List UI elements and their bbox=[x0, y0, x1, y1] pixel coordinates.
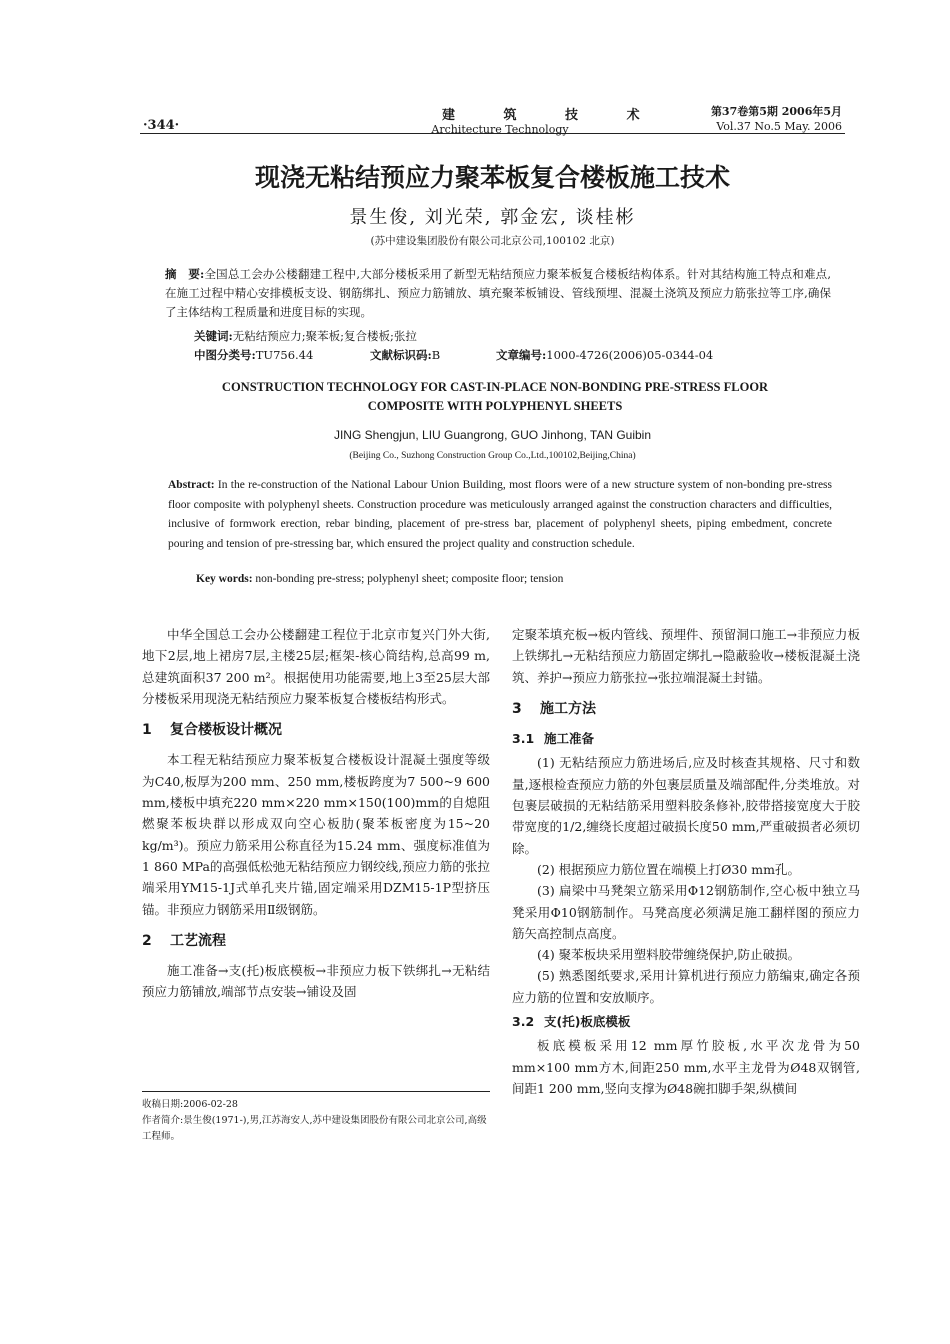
journal-name-en: Architecture Technology bbox=[431, 123, 569, 136]
affiliation-cn: (苏中建设集团股份有限公司北京公司,100102 北京) bbox=[370, 235, 615, 247]
paper-title-en bbox=[150, 378, 840, 416]
keywords-en-label: Key words: bbox=[196, 573, 253, 585]
section-2-paragraph-start: 施工准备→支(托)板底模板→非预应力板下铁绑扎→无粘结预应力筋铺放,端部节点安装→铺设及固 bbox=[142, 963, 490, 1000]
clc-number: 中图分类号:TU756.44 bbox=[194, 348, 314, 362]
paper-title-en-line1: CONSTRUCTION TECHNOLOGY FOR CAST-IN-PLACE NON-BONDING PRE-STRESS FLOOR bbox=[221, 380, 769, 394]
keywords-en bbox=[196, 573, 563, 585]
keywords-cn-text: 无粘结预应力;聚苯板;复合楼板;张拉 bbox=[232, 329, 417, 343]
footnote-received: 收稿日期:2006-02-28 bbox=[142, 1099, 238, 1110]
abstract-cn-text: 全国总工会办公楼翻建工程中,大部分楼板采用了新型无粘结预应力聚苯板复合楼板结构体系。针对其结构施工特点和难点,在施工过程中精心安排模板支设、钢筋绑扎、预应力筋铺放、填充聚苯板铺设、管线预埋、混凝土浇筑及预应力筋张拉等工序,确保了主体结构工程质量和进度目标的实现。 bbox=[165, 267, 831, 319]
section-3-2-paragraph: 板底模板采用12 mm厚竹胶板,水平次龙骨为50 mm×100 mm方木,间距250 mm,水平主龙骨为Ø48双钢管,间距1 200 mm,竖向支撑为Ø48碗扣脚手架,纵横间 bbox=[512, 1038, 860, 1096]
journal-name bbox=[420, 104, 662, 136]
section-3-1-item-2: (2) 根据预应力筋位置在端模上打Ø30 mm孔。 bbox=[537, 861, 801, 877]
article-number: 文章编号:1000-4726(2006)05-0344-04 bbox=[496, 348, 714, 362]
volume-en: Vol.37 No.5 May. 2006 bbox=[716, 120, 842, 133]
affiliation-en: (Beijing Co., Suzhong Construction Group Co.,Ltd.,100102,Beijing,China) bbox=[349, 451, 636, 461]
section-3-2-heading: 3.2 支(托)板底模板 bbox=[512, 1014, 631, 1030]
section-2-paragraph-end: 定聚苯填充板→板内管线、预埋件、预留洞口施工→非预应力板上铁绑扎→无粘结预应力筋固定绑扎→隐蔽验收→楼板混凝土浇筑、养护→预应力筋张拉→张拉端混凝土封锚。 bbox=[512, 627, 860, 685]
keywords-cn-label: 关键词: bbox=[194, 329, 233, 343]
footnote-rule bbox=[142, 1091, 490, 1092]
keywords-cn bbox=[194, 328, 417, 344]
intro-paragraph: 中华全国总工会办公楼翻建工程位于北京市复兴门外大街,地下2层,地上裙房7层,主楼25层;框架-核心筒结构,总高99 m,总建筑面积37 200 m²。根据使用功能需要,地上3至25层大部分楼板采用现浇无粘结预应力聚苯板复合楼板结构形式。 bbox=[142, 627, 490, 706]
section-3-1-item-4: (4) 聚苯板块采用塑料胶带缠绕保护,防止破损。 bbox=[537, 947, 801, 963]
section-1-heading: 1 复合楼板设计概况 bbox=[142, 722, 282, 739]
footnote bbox=[142, 1097, 492, 1145]
authors-cn: 景生俊, 刘光荣, 郭金宏, 谈桂彬 bbox=[349, 207, 636, 228]
footnote-author: 作者简介:景生俊(1971-),男,江苏海安人,苏中建设集团股份有限公司北京公司,高级工程师。 bbox=[142, 1115, 487, 1142]
body-column-right bbox=[512, 624, 860, 1099]
authors-en: JING Shengjun, LIU Guangrong, GUO Jinhong, TAN Guibin bbox=[333, 428, 652, 442]
section-3-heading: 3 施工方法 bbox=[512, 700, 596, 717]
journal-name-cn: 建 筑 技 术 bbox=[442, 108, 662, 123]
section-2-heading: 2 工艺流程 bbox=[142, 932, 226, 949]
section-3-1-item-3: (3) 扁梁中马凳架立筋采用Φ12钢筋制作,空心板中独立马凳采用Φ10钢筋制作。马凳高度必须满足施工翻样图的预应力筋矢高控制点高度。 bbox=[512, 883, 860, 941]
abstract-cn-label: 摘 要: bbox=[165, 267, 205, 281]
volume-info bbox=[711, 104, 842, 134]
abstract-en-label: Abstract: bbox=[168, 479, 215, 491]
doc-code: 文献标识码:B bbox=[370, 348, 441, 362]
header-rule bbox=[140, 133, 845, 134]
abstract-cn bbox=[165, 265, 831, 322]
abstract-en-text: In the re-construction of the National Labour Union Building, most floors were of a new structure system of non-bonding pre-stress floor composite with polyphenyl sheets. Construction procedure was meticulously arranged against the construction characters and difficulties, inclusive of formwork erection, rebar binding, placement of pre-stress bar, placement of polyphenyl sheets, piping embedment, concrete pouring and tension of pre-stressing bar, which ensured the project quality and construction schedule. bbox=[168, 479, 832, 551]
section-3-1-heading: 3.1 施工准备 bbox=[512, 731, 595, 747]
keywords-en-text: non-bonding pre-stress; polyphenyl sheet; composite floor; tension bbox=[252, 573, 564, 585]
body-column-left bbox=[142, 624, 490, 1003]
section-3-1-item-1: (1) 无粘结预应力筋进场后,应及时核查其规格、尺寸和数量,逐根检查预应力筋的外包裹层质量及端部配件,分类堆放。对包裹层破损的无粘结筋采用塑料胶条修补,胶带搭接宽度大于胶带宽度的1/2,缠绕长度超过破损长度50 mm,严重破损者必须切除。 bbox=[512, 755, 860, 856]
section-3-1-item-5: (5) 熟悉图纸要求,采用计算机进行预应力筋编束,确定各预应力筋的位置和安放顺序。 bbox=[512, 968, 860, 1005]
paper-title-en-line2: COMPOSITE WITH POLYPHENYL SHEETS bbox=[367, 399, 623, 413]
section-1-paragraph: 本工程无粘结预应力聚苯板复合楼板设计混凝土强度等级为C40,板厚为200 mm、250 mm,楼板跨度为7 500~9 600 mm,楼板中填充220 mm×220 mm×150(100)mm的自熄阻燃聚苯板块群以形成双向空心板肋(聚苯板密度为15~20 kg/m³)。预应力筋采用公称直径为15.24 mm、强度标准值为1 860 MPa的高强低松弛无粘结预应力钢绞线,预应力筋的张拉端采用YM15-1J式单孔夹片锚,固定端采用DZM15-1P型挤压锚。非预应力钢筋采用Ⅱ级钢筋。 bbox=[142, 752, 490, 917]
abstract-en bbox=[168, 476, 832, 555]
page-number: ·344· bbox=[143, 118, 180, 133]
paper-title-cn: 现浇无粘结预应力聚苯板复合楼板施工技术 bbox=[254, 163, 730, 192]
volume-cn: 第37卷第5期 2006年5月 bbox=[710, 105, 842, 118]
